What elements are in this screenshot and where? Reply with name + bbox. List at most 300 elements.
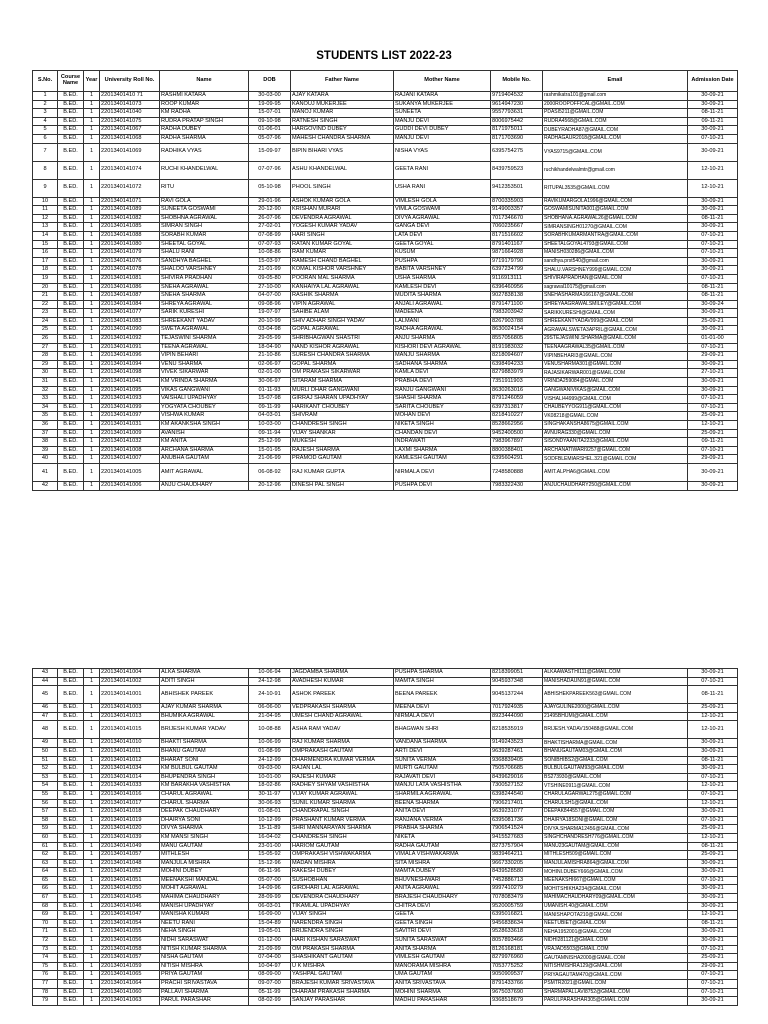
cell-course: B.ED. <box>58 412 84 421</box>
cell-mother-name: NIRMALA DEVI <box>394 463 491 481</box>
cell-mobile: 6398494233 <box>491 360 543 369</box>
cell-year: 1 <box>84 721 100 739</box>
cell-roll-no: 2201340141081 <box>100 274 160 283</box>
cell-dob: 20-12-96 <box>249 481 291 490</box>
cell-email[interactable]: AMIT.ALPHA6@GMAIL.COM <box>543 463 688 481</box>
cell-course: B.ED. <box>58 816 84 825</box>
cell-course: B.ED. <box>58 919 84 928</box>
cell-email[interactable]: VRINDA259084@GMAIL.COM <box>543 378 688 387</box>
cell-email[interactable]: SODFBLEMIARSHEL.321@GMAIL.COM <box>543 455 688 464</box>
cell-name: BRIJESH KUMAR YADAV <box>160 721 249 739</box>
cell-admission-date: 07-10-21 <box>688 790 738 799</box>
cell-mobile: 9557793631 <box>491 109 543 118</box>
cell-year: 1 <box>84 438 100 447</box>
cell-roll-no: 2201340141046 <box>100 902 160 911</box>
cell-email[interactable]: MANISHAPOTA210@GMAIL.COM <box>543 911 688 920</box>
cell-mother-name: ARTI DEVI <box>394 747 491 756</box>
cell-email[interactable]: VRAJAD5503@GMAIL.COM <box>543 945 688 954</box>
cell-email[interactable]: SINGHCHANDRESH776@GMAIL.COM <box>543 833 688 842</box>
cell-name: VIPIN BEHARI <box>160 352 249 361</box>
cell-dob: 30-06-93 <box>249 799 291 808</box>
cell-roll-no: 2201340141063 <box>100 997 160 1006</box>
cell-name: YOGYATA CHOUBEY <box>160 403 249 412</box>
cell-roll-no: 2201340141067 <box>100 126 160 135</box>
cell-name: KM VRINDA SHARMA <box>160 378 249 387</box>
cell-name: PALLAVI SHARMA <box>160 988 249 997</box>
cell-roll-no: 2201340141096 <box>100 352 160 361</box>
table-row <box>33 352 738 361</box>
cell-sno: 54 <box>33 782 58 791</box>
cell-sno: 28 <box>33 352 58 361</box>
cell-sno: 46 <box>33 704 58 713</box>
table-row <box>33 109 738 118</box>
cell-mobile: 9839464211 <box>491 851 543 860</box>
cell-sno: 47 <box>33 712 58 721</box>
table-row <box>33 997 738 1006</box>
cell-mobile: 8791433766 <box>491 980 543 989</box>
cell-sno: 31 <box>33 378 58 387</box>
cell-mother-name: NISHA VYAS <box>394 143 491 161</box>
cell-email[interactable]: SHARMAPALLAVI8752@GMAIL.COM <box>543 988 688 997</box>
cell-roll-no: 2201340141097 <box>100 412 160 421</box>
cell-admission-date: 30-09-21 <box>688 937 738 946</box>
cell-mother-name: RANJANA VERMA <box>394 816 491 825</box>
cell-mobile: 7983203942 <box>491 309 543 318</box>
cell-father-name: DINESH PAL SINGH <box>291 481 394 490</box>
cell-dob: 15-07-01 <box>249 109 291 118</box>
cell-email[interactable]: CHARULSH1@GMAIL.COM <box>543 799 688 808</box>
cell-year: 1 <box>84 223 100 232</box>
cell-roll-no: 2201340141010 <box>100 739 160 748</box>
cell-course: B.ED. <box>58 214 84 223</box>
cell-email[interactable]: ABHISHEKPAREEK563@GMAIL.COM <box>543 686 688 704</box>
cell-course: B.ED. <box>58 240 84 249</box>
cell-admission-date: 01-01-00 <box>688 335 738 344</box>
cell-email[interactable]: ALKAAWASTHI111@GMAIL.COM <box>543 669 688 678</box>
cell-year: 1 <box>84 197 100 206</box>
cell-admission-date: 30-09-24 <box>688 300 738 309</box>
cell-email[interactable]: MOHINI.DUBEY666@GMAIL.COM <box>543 868 688 877</box>
cell-email[interactable]: VK08218@GMAIL.COM <box>543 412 688 421</box>
cell-email[interactable]: rashmikatra101@gmail.com <box>543 92 688 101</box>
cell-email[interactable]: SARIKKURESHI@GMAIL.COM <box>543 309 688 318</box>
cell-email[interactable]: BRIJESH.YADAV150488@GMAIL.COM <box>543 721 688 739</box>
cell-roll-no: 2201340141040 <box>100 109 160 118</box>
cell-dob: 29-05-99 <box>249 335 291 344</box>
cell-admission-date: 12-10-21 <box>688 721 738 739</box>
cell-course: B.ED. <box>58 143 84 161</box>
cell-mother-name: BRAJESH CHAUDHARY <box>394 894 491 903</box>
cell-email[interactable]: PRIYAGAUTAM470@GMAIL.COM <box>543 971 688 980</box>
cell-name: SNEHA SHARMA <box>160 292 249 301</box>
cell-admission-date: 30-09-21 <box>688 386 738 395</box>
cell-name: MOHIT AGRAWAL <box>160 885 249 894</box>
table-row <box>33 446 738 455</box>
cell-email[interactable]: SISONDYAANITA2233@GMAIL.COM <box>543 438 688 447</box>
cell-email[interactable]: BS273930@GMAIL.COM <box>543 773 688 782</box>
cell-year: 1 <box>84 669 100 678</box>
cell-email[interactable]: SONIBHIBS2@GMAIL.COM <box>543 756 688 765</box>
cell-dob: 15-09-97 <box>249 143 291 161</box>
cell-roll-no: 2201340141049 <box>100 842 160 851</box>
cell-roll-no: 2201340141060 <box>100 988 160 997</box>
cell-father-name: HARGOVIND DUBEY <box>291 126 394 135</box>
cell-roll-no: 2201340141088 <box>100 231 160 240</box>
cell-admission-date: 30-09-21 <box>688 747 738 756</box>
cell-course: B.ED. <box>58 300 84 309</box>
table-row <box>33 902 738 911</box>
cell-email[interactable]: AGRAWALSWETA3APRIL@GMAIL.COM <box>543 326 688 335</box>
cell-mobile: 9050909537 <box>491 971 543 980</box>
cell-roll-no: 2201340141002 <box>100 677 160 686</box>
cell-roll-no: 2201340141058 <box>100 945 160 954</box>
cell-roll-no: 2201340141019 <box>100 816 160 825</box>
cell-father-name: VIPIN AGRAWAL <box>291 300 394 309</box>
cell-admission-date: 29-09-21 <box>688 455 738 464</box>
table-row <box>33 851 738 860</box>
cell-dob: 20-12-90 <box>249 206 291 215</box>
table-row <box>33 369 738 378</box>
cell-email[interactable]: NEHA1952001@GMAIL.COM <box>543 928 688 937</box>
cell-sno: 69 <box>33 911 58 920</box>
cell-email[interactable]: GAUTAMNISHA2000@GMAIL.COM <box>543 954 688 963</box>
cell-admission-date: 09-11-21 <box>688 117 738 126</box>
cell-email[interactable]: 21495BHUMI@GMAIL.COM <box>543 712 688 721</box>
cell-mobile: 9871664928 <box>491 249 543 258</box>
cell-year: 1 <box>84 790 100 799</box>
cell-dob: 10-03-00 <box>249 421 291 430</box>
cell-year: 1 <box>84 712 100 721</box>
cell-email[interactable]: SIMRANSINGH01270@GMAIL.COM <box>543 223 688 232</box>
cell-email[interactable]: PARULPARASHAR305@GMAIL.COM <box>543 997 688 1006</box>
cell-dob: 10-04-97 <box>249 962 291 971</box>
cell-email[interactable]: SHOBHANA.AGRAWAL26@GMAIL.COM <box>543 214 688 223</box>
cell-dob: 10-01-00 <box>249 773 291 782</box>
cell-email[interactable]: RAVIKUMARGOLA1996@GMAIL.COM <box>543 197 688 206</box>
cell-name: KM BARAKHA VASHISTHA <box>160 782 249 791</box>
cell-email[interactable]: DHAIRYA18SONI@GMAIL.COM <box>543 816 688 825</box>
cell-sno: 53 <box>33 773 58 782</box>
cell-course: B.ED. <box>58 790 84 799</box>
cell-course: B.ED. <box>58 309 84 318</box>
cell-course: B.ED. <box>58 317 84 326</box>
cell-email[interactable]: CHARULAGARWAL275@GMAIL.COM <box>543 790 688 799</box>
cell-roll-no: 2201340141047 <box>100 911 160 920</box>
table-row <box>33 765 738 774</box>
cell-mobile: 9415527683 <box>491 833 543 842</box>
cell-email[interactable]: SHREYAAGRAWALSMILEY@GMAIL.COM <box>543 300 688 309</box>
cell-father-name: NAND KISHOR AGRAWAL <box>291 343 394 352</box>
cell-mobile: 8557056805 <box>491 335 543 344</box>
cell-sno: 75 <box>33 962 58 971</box>
cell-admission-date: 07-10-21 <box>688 446 738 455</box>
cell-dob: 15-03-97 <box>249 257 291 266</box>
cell-year: 1 <box>84 842 100 851</box>
cell-father-name: HARIKANT CHOUBEY <box>291 403 394 412</box>
cell-sno: 56 <box>33 799 58 808</box>
cell-sno: 25 <box>33 326 58 335</box>
cell-admission-date: 30-09-21 <box>688 100 738 109</box>
cell-mother-name: ANITA SRIVASTAVA <box>394 980 491 989</box>
cell-sno: 40 <box>33 455 58 464</box>
cell-mother-name: UMA GAUTAM <box>394 971 491 980</box>
table-row <box>33 859 738 868</box>
cell-email[interactable]: BHAKTISHARMA@GMAIL.COM <box>543 739 688 748</box>
cell-email[interactable]: ARCHANATIWARI9257@GMAIL.COM <box>543 446 688 455</box>
cell-email[interactable]: PDASI5211@GMAIL.COM <box>543 109 688 118</box>
cell-dob: 08-09-00 <box>249 971 291 980</box>
cell-dob: 09-07-00 <box>249 980 291 989</box>
cell-father-name: CHANDRAPAL SINGH <box>291 808 394 817</box>
table-row <box>33 421 738 430</box>
cell-mother-name: MADHU PARASHAR <box>394 997 491 1006</box>
cell-dob: 07-07-93 <box>249 240 291 249</box>
cell-course: B.ED. <box>58 782 84 791</box>
table-row <box>33 134 738 143</box>
cell-mother-name: MUDITA SHARMA <box>394 292 491 301</box>
cell-email[interactable]: MITHLESH509@GMAIL.COM <box>543 851 688 860</box>
cell-email[interactable]: VISHALI44999@GMAIL.COM <box>543 395 688 404</box>
cell-admission-date: 07-10-21 <box>688 816 738 825</box>
cell-name: KM AKANKSHA SINGH <box>160 421 249 430</box>
header-course: Course Name <box>58 71 84 92</box>
cell-name: RADHA SHARMA <box>160 134 249 143</box>
table-row <box>33 335 738 344</box>
cell-admission-date: 07-10-21 <box>688 395 738 404</box>
cell-mother-name: BHUVNESHWARI <box>394 876 491 885</box>
cell-father-name: UMESH CHAND AGRAWAL <box>291 712 394 721</box>
cell-father-name: HARIOM GAUTAM <box>291 842 394 851</box>
cell-sno: 34 <box>33 403 58 412</box>
cell-sno: 18 <box>33 266 58 275</box>
cell-email[interactable]: VIPINBEHARI3@GMAIL.COM <box>543 352 688 361</box>
cell-year: 1 <box>84 782 100 791</box>
cell-course: B.ED. <box>58 747 84 756</box>
cell-email[interactable]: MANISHADAUN91@GMAIL.COM <box>543 677 688 686</box>
cell-name: VENU SHARMA <box>160 360 249 369</box>
cell-email[interactable]: VTSHINE0911@GMAIL.COM <box>543 782 688 791</box>
cell-admission-date: 08-11-21 <box>688 842 738 851</box>
cell-email[interactable]: sagrawal10175@gmail.com <box>543 283 688 292</box>
cell-email[interactable]: BULBULGAUTAM93@GMAIL.COM <box>543 765 688 774</box>
cell-sno: 61 <box>33 842 58 851</box>
cell-father-name: BRIJENDRA SINGH <box>291 928 394 937</box>
cell-mother-name: BABITA VARSHNEY <box>394 266 491 275</box>
table-row <box>33 876 738 885</box>
cell-father-name: SHIV ADHAR SINGH YADAV <box>291 317 394 326</box>
cell-mother-name: MOHAN DEVI <box>394 412 491 421</box>
cell-mobile: 9045137244 <box>491 686 543 704</box>
cell-sno: 14 <box>33 231 58 240</box>
cell-admission-date: 25-09-21 <box>688 704 738 713</box>
cell-roll-no: 2201340141051 <box>100 876 160 885</box>
cell-year: 1 <box>84 859 100 868</box>
cell-sno: 36 <box>33 421 58 430</box>
cell-roll-no: 2201340141032 <box>100 438 160 447</box>
cell-email[interactable]: CHAUBEYYOG911@GMAIL.COM <box>543 403 688 412</box>
cell-admission-date: 30-09-21 <box>688 868 738 877</box>
cell-course: B.ED. <box>58 954 84 963</box>
cell-name: VISHWA KUMAR <box>160 412 249 421</box>
cell-mother-name: VIMALA VISHWAKARMA <box>394 851 491 860</box>
cell-email[interactable]: SHIVIRAPRADHAN@GMAIL.COM <box>543 274 688 283</box>
cell-mobile: 6395081736 <box>491 816 543 825</box>
cell-email[interactable]: AJAYGULINE2000@GMAIL.COM <box>543 704 688 713</box>
table-row <box>33 179 738 197</box>
cell-email[interactable]: sandhya.prst540@gmail.com <box>543 257 688 266</box>
cell-email[interactable]: UMANISH.40@GMAIL.COM <box>543 902 688 911</box>
cell-sno: 41 <box>33 463 58 481</box>
cell-sno: 7 <box>33 143 58 161</box>
cell-mobile: 9997410279 <box>491 885 543 894</box>
cell-father-name: DEVENDRA CHAUDHARY <box>291 894 394 903</box>
cell-email[interactable]: MOHITSHIKHA234@GMAIL.COM <box>543 885 688 894</box>
cell-mother-name: GEETA SINGH <box>394 919 491 928</box>
cell-email[interactable]: VYAS9715@GMAIL.COM <box>543 143 688 161</box>
cell-sno: 6 <box>33 134 58 143</box>
cell-admission-date: 25-09-21 <box>688 851 738 860</box>
cell-email[interactable]: DEEPAK844557@GMAIL.COM <box>543 808 688 817</box>
cell-admission-date: 07-10-21 <box>688 773 738 782</box>
cell-email[interactable]: 2000ROOPOFFICAL@GMAIL.COM <box>543 100 688 109</box>
cell-mother-name: PRABHA SHARMA <box>394 825 491 834</box>
cell-course: B.ED. <box>58 997 84 1006</box>
cell-roll-no: 2201340141057 <box>100 954 160 963</box>
cell-email[interactable]: MANISH030286@GMAIL.COM <box>543 249 688 258</box>
cell-year: 1 <box>84 421 100 430</box>
cell-mobile: 9412353501 <box>491 179 543 197</box>
cell-father-name: VIJAY KUMAR AGRAWAL <box>291 790 394 799</box>
cell-dob: 19-05-01 <box>249 928 291 937</box>
cell-email[interactable]: SNEHASHARMA166167@GMAIL.COM <box>543 292 688 301</box>
cell-roll-no: 2201340141078 <box>100 266 160 275</box>
cell-mobile: 7017924935 <box>491 704 543 713</box>
cell-dob: 09-11-94 <box>249 429 291 438</box>
cell-course: B.ED. <box>58 292 84 301</box>
cell-admission-date: 30-09-21 <box>688 257 738 266</box>
cell-dob: 01-12-00 <box>249 937 291 946</box>
cell-email[interactable]: MANJULAMISHRA864@GMAIL.COM <box>543 859 688 868</box>
cell-email[interactable]: TEENAAGRAWAL35@GMAIL.COM <box>543 343 688 352</box>
cell-admission-date: 30-09-21 <box>688 143 738 161</box>
cell-father-name: SANJAY PARASHAR <box>291 997 394 1006</box>
cell-sno: 15 <box>33 240 58 249</box>
table-row <box>33 240 738 249</box>
cell-email[interactable]: SHREEKANTYADAV999@GMAIL.COM <box>543 317 688 326</box>
cell-father-name: PRASHANT KUMAR VERMA <box>291 816 394 825</box>
cell-admission-date: 07-10-21 <box>688 134 738 143</box>
cell-email[interactable]: VENUSHARMA301@GMAIL.COM <box>543 360 688 369</box>
cell-email[interactable]: NITISHMISHRA129@GMAIL.COM <box>543 962 688 971</box>
cell-mother-name: ANJU SHARMA <box>394 335 491 344</box>
cell-admission-date: 30-09-21 <box>688 223 738 232</box>
table-row <box>33 463 738 481</box>
cell-mother-name: NIKETA SINGH <box>394 421 491 430</box>
cell-year: 1 <box>84 894 100 903</box>
table-row <box>33 816 738 825</box>
cell-email[interactable]: ruchikhandelwalmtr@gmail.com <box>543 161 688 179</box>
cell-dob: 10-08-88 <box>249 721 291 739</box>
cell-father-name: BRAJESH KUMAR SRIVASTAVA <box>291 980 394 989</box>
cell-email[interactable]: RADHAGAUR2018@GMAIL.COM <box>543 134 688 143</box>
cell-admission-date: 07-10-21 <box>688 980 738 989</box>
cell-email[interactable]: NEETUBIET@GMAIL.COM <box>543 919 688 928</box>
cell-email[interactable]: MEENAKSHI667@GMAIL.COM <box>543 876 688 885</box>
cell-sno: 33 <box>33 395 58 404</box>
cell-email[interactable]: DUBEYRADHA87@GMAIL.COM <box>543 126 688 135</box>
cell-admission-date: 29-09-21 <box>688 962 738 971</box>
cell-email[interactable]: MANU23GAUTAM@GMAIL.COM <box>543 842 688 851</box>
cell-father-name: SHRI MANNARAYAN SHARMA <box>291 825 394 834</box>
cell-email[interactable]: NIDHI281121@GMAIL.COM <box>543 937 688 946</box>
cell-dob: 09-08-96 <box>249 300 291 309</box>
cell-dob: 06-03-01 <box>249 902 291 911</box>
cell-year: 1 <box>84 868 100 877</box>
cell-admission-date: 25-09-21 <box>688 825 738 834</box>
cell-email[interactable]: SHALU.VARSHNEY999@GMAIL.COM <box>543 266 688 275</box>
header-mother: Mother Name <box>394 71 491 92</box>
cell-email[interactable]: RUDRA4568@GMAIL.COM <box>543 117 688 126</box>
cell-email[interactable]: SINGHAKANSHA8675@GMAIL.COM <box>543 421 688 430</box>
cell-name: PARUL PARASHAR <box>160 997 249 1006</box>
cell-admission-date: 08-11-21 <box>688 292 738 301</box>
cell-email[interactable]: GOSWAMISUNITA001@GMAIL.COM <box>543 206 688 215</box>
cell-mother-name: MADEENA <box>394 309 491 318</box>
cell-dob: 10-06-94 <box>249 669 291 678</box>
cell-mobile: 7983322430 <box>491 481 543 490</box>
cell-email[interactable]: SORABHKUMARMANTRA@GMAIL.COM <box>543 231 688 240</box>
cell-email[interactable]: AVNURAG330@GMAIL.COM <box>543 429 688 438</box>
cell-sno: 79 <box>33 997 58 1006</box>
cell-email[interactable]: MAHIMACHAUDHARY09@GMAIL.COM <box>543 894 688 903</box>
cell-email[interactable]: RITUPAL3535@GMAIL.COM <box>543 179 688 197</box>
cell-email[interactable]: 29STEJASWINI.SHARMA@GMAIL.COM <box>543 335 688 344</box>
cell-admission-date: 30-09-21 <box>688 360 738 369</box>
cell-email[interactable]: RAJASIKARWAR001@GMAIL.COM <box>543 369 688 378</box>
cell-year: 1 <box>84 100 100 109</box>
cell-year: 1 <box>84 885 100 894</box>
cell-year: 1 <box>84 911 100 920</box>
cell-admission-date: 30-09-21 <box>688 739 738 748</box>
cell-course: B.ED. <box>58 274 84 283</box>
cell-sno: 27 <box>33 343 58 352</box>
cell-year: 1 <box>84 429 100 438</box>
cell-email[interactable]: DIVYA.SHARMA12456@GMAIL.COM <box>543 825 688 834</box>
cell-course: B.ED. <box>58 773 84 782</box>
cell-mobile: 8191983032 <box>491 343 543 352</box>
cell-email[interactable]: ANJUCHAUDHARY250@GMAIL.COM <box>543 481 688 490</box>
cell-roll-no: 2201340141014 <box>100 773 160 782</box>
cell-mother-name: SITA MISHRA <box>394 859 491 868</box>
cell-mother-name: NIRMALA DEVI <box>394 712 491 721</box>
cell-mother-name: BEENA SHARMA <box>394 799 491 808</box>
cell-name: SIMRAN SINGH <box>160 223 249 232</box>
cell-email[interactable]: GANGWANIVIKAS@GMAIL.COM <box>543 386 688 395</box>
cell-course: B.ED. <box>58 161 84 179</box>
cell-mobile: 7452886713 <box>491 876 543 885</box>
cell-roll-no: 2201340141098 <box>100 369 160 378</box>
cell-roll-no: 2201340141008 <box>100 446 160 455</box>
cell-email[interactable]: PSMTR2021@GMAIL.COM <box>543 980 688 989</box>
cell-course: B.ED. <box>58 868 84 877</box>
cell-email[interactable]: SHEETALGOYAL4793@GMAIL.COM <box>543 240 688 249</box>
cell-dob: 27-10-00 <box>249 283 291 292</box>
cell-dob: 01-11-93 <box>249 386 291 395</box>
cell-email[interactable]: BHANUGAUTAM03@GMAIL.COM <box>543 747 688 756</box>
cell-course: B.ED. <box>58 206 84 215</box>
cell-roll-no: 2201340141003 <box>100 704 160 713</box>
cell-roll-no: 2201340141095 <box>100 386 160 395</box>
